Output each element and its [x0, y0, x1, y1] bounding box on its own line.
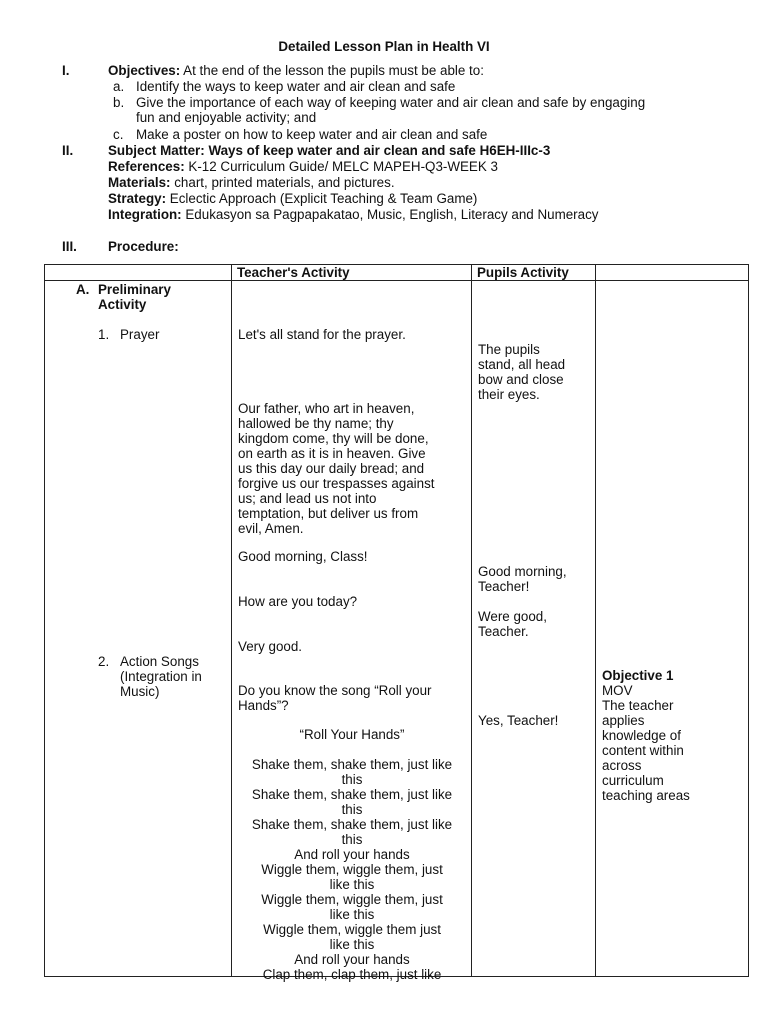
- subject-matter-heading: Subject Matter: Ways of keep water and air clean and safe H6EH-IIIc-3: [108, 143, 551, 158]
- procedure-table: [44, 264, 749, 982]
- section-numeral-procedure: III.: [62, 239, 77, 254]
- mov-description: The teacher applies knowledge of content within across curriculum teaching areas: [602, 698, 690, 803]
- objective-b-text-cont: fun and enjoyable activity; and: [136, 110, 317, 125]
- objective-b-marker: b.: [113, 95, 125, 110]
- header-cell-empty-left: [45, 265, 232, 281]
- activity-outline-cell: [45, 281, 232, 977]
- prayer-marker: 1.: [98, 327, 110, 342]
- header-teachers-activity: Teacher's Activity: [232, 265, 472, 281]
- pupils-activity-cell: [472, 281, 596, 977]
- strategy-line: Strategy: Eclectic Approach (Explicit Teaching & Team Game): [108, 191, 478, 206]
- teacher-how-are-you: How are you today?: [238, 594, 358, 609]
- song-question-1: Do you know the song “Roll your: [238, 683, 432, 698]
- section-numeral-objectives: I.: [62, 63, 70, 78]
- procedure-heading: Procedure:: [108, 239, 179, 254]
- objective-1-label: Objective 1: [602, 668, 674, 683]
- objective-b-text: Give the importance of each way of keeping water and air clean and safe by engaging: [136, 95, 646, 110]
- document-title: Detailed Lesson Plan in Health VI: [278, 39, 490, 54]
- song-lyrics: Shake them, shake them, just like this Shake them, shake them, just like this Shake them, shake them, just like this And roll your hands Wiggle them, wiggle them, just like this Wiggle them, wiggle them, just like this Wiggle them, wiggle them just like this And roll your hands Clap them, clap them, just like: [251, 757, 453, 982]
- table-body-row: [45, 281, 749, 977]
- action-songs-label-1: Action Songs: [120, 654, 199, 669]
- header-cell-empty-right: [596, 265, 749, 281]
- objectives-line: Objectives: At the end of the lesson the pupils must be able to:: [108, 63, 484, 78]
- integration-line: Integration: Edukasyon sa Pagpapakatao, Music, English, Literacy and Numeracy: [108, 207, 599, 222]
- pupils-song-reply: Yes, Teacher!: [478, 713, 559, 728]
- mov-label: MOV: [602, 683, 633, 698]
- objective-c-text: Make a poster on how to keep water and air clean and safe: [136, 127, 488, 142]
- references-line: References: K-12 Curriculum Guide/ MELC MAPEH-Q3-WEEK 3: [108, 159, 498, 174]
- table-header-row: [45, 265, 749, 281]
- notes-cell: [596, 281, 749, 977]
- song-title: “Roll Your Hands”: [299, 727, 405, 742]
- song-question-2: Hands”?: [238, 698, 289, 713]
- section-a-label-1: Preliminary: [98, 282, 171, 297]
- teachers-activity-cell: [232, 281, 472, 982]
- objective-a-text: Identify the ways to keep water and air clean and safe: [136, 79, 456, 94]
- pupils-greeting-reply: Good morning, Teacher!: [478, 564, 567, 594]
- action-songs-marker: 2.: [98, 654, 110, 669]
- prayer-label: Prayer: [120, 327, 160, 342]
- teacher-very-good: Very good.: [238, 639, 303, 654]
- action-songs-label-3: Music): [120, 684, 160, 699]
- objective-c-marker: c.: [113, 127, 124, 142]
- objective-a-marker: a.: [113, 79, 125, 94]
- pupils-how-reply: Were good, Teacher.: [478, 609, 547, 639]
- section-a-marker: A.: [76, 282, 90, 297]
- header-pupils-activity: Pupils Activity: [472, 265, 596, 281]
- action-songs-label-2: (Integration in: [120, 669, 202, 684]
- our-father-prayer: Our father, who art in heaven, hallowed be thy name; thy kingdom come, thy will be done, on earth as it is in heaven. Give us this day our daily bread; and forgive us our trespasses against us; and lead us not into temptation, but deliver us from evil, Amen.: [238, 401, 435, 536]
- section-numeral-subject: II.: [62, 143, 74, 158]
- teacher-greeting: Good morning, Class!: [238, 549, 368, 564]
- section-a-label-2: Activity: [98, 297, 147, 312]
- materials-line: Materials: chart, printed materials, and pictures.: [108, 175, 395, 190]
- pupils-prayer-action: The pupils stand, all head bow and close their eyes.: [478, 342, 566, 402]
- prayer-cue: Let's all stand for the prayer.: [238, 327, 406, 342]
